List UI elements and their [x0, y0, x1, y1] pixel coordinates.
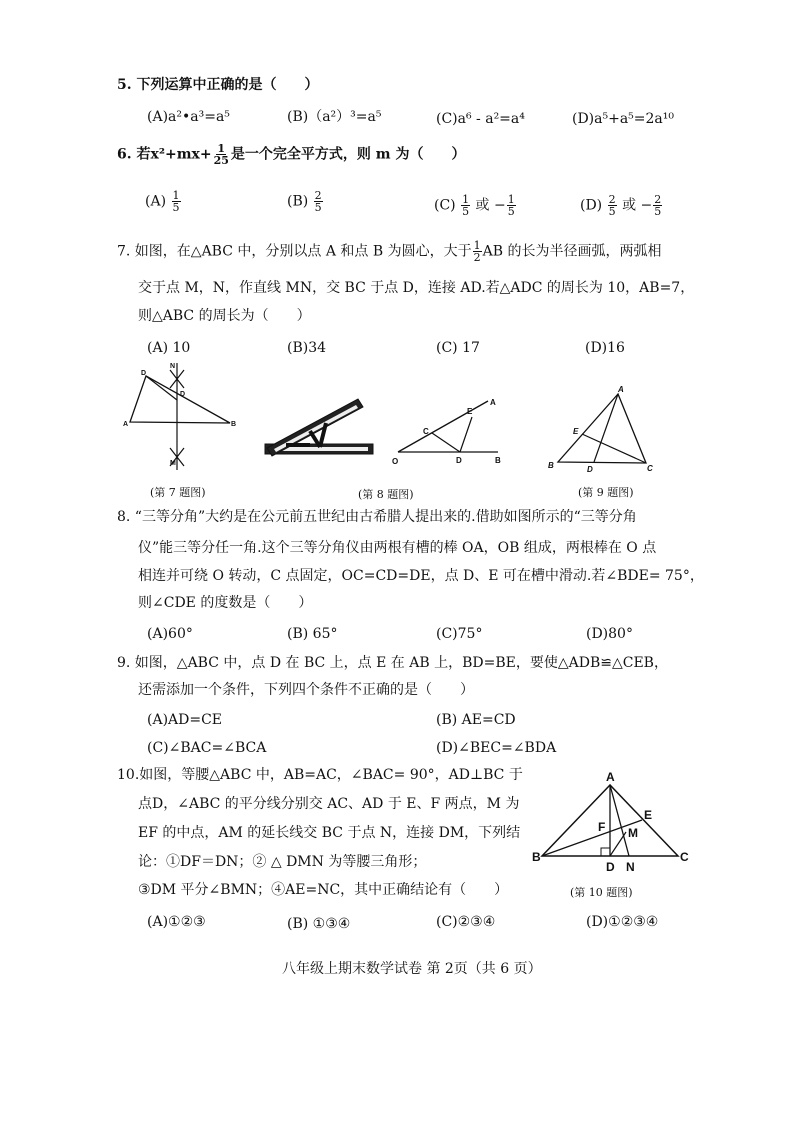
- fig9-label-b: B: [548, 461, 554, 470]
- q5-option-c: (C)a⁶ - a²=a⁴: [436, 111, 525, 127]
- figure-9: [542, 382, 662, 474]
- fig8-label-a: A: [490, 398, 496, 407]
- q8-option-d: (D)80°: [586, 626, 633, 642]
- fig9-label-a: A: [618, 385, 624, 394]
- q9-option-b: (B) AE=CD: [436, 712, 516, 728]
- q6-option-d: (D) $\frac{2}{5}$ 或 − $\frac{2}{5}$: [580, 193, 662, 218]
- q7-option-a: (A) 10: [147, 340, 191, 356]
- fig8-label-d: D: [456, 456, 462, 465]
- figure-10: [530, 770, 700, 878]
- q8-line-2: 仪”能三等分任一角.这个三等分角仪由两根有槽的棒 OA，OB 组成，两根棒在 O 点: [138, 540, 657, 556]
- q10-line-3: EF 的中点，AM 的延长线交 BC 于点 N，连接 DM，下列结: [138, 825, 521, 841]
- figure-7: [120, 358, 245, 473]
- q6-stem-post: 是一个完全平方式，则 m 为（ ）: [230, 146, 466, 163]
- fig10-label-m: M: [628, 826, 638, 840]
- q8-option-a: (A)60°: [147, 626, 193, 642]
- fig10-label-e: E: [644, 808, 653, 822]
- fig10-label-a: A: [606, 770, 615, 784]
- q8-option-c: (C)75°: [436, 626, 483, 642]
- q6-stem-fraction: $\frac{1}{25}$: [213, 142, 229, 167]
- q7-option-b: (B)34: [287, 340, 327, 356]
- q10-line-5: ③DM 平分∠BMN；④AE=NC，其中正确结论有（ ）: [138, 882, 509, 898]
- fig7-label-d-top: D: [141, 370, 147, 377]
- fig10-label-f: F: [598, 820, 606, 834]
- q9-line-1: 9. 如图，△ABC 中，点 D 在 BC 上，点 E 在 AB 上，BD=BE，要使△ADB≌△CEB，: [117, 655, 668, 671]
- q7-line-2: 交于点 M，N，作直线 MN，交 BC 于点 D，连接 AD.若△ADC 的周长为 10，AB=7，: [138, 280, 695, 296]
- q5-option-b: (B)（a²）³=a⁵: [287, 109, 382, 125]
- q6-option-b: (B) $\frac{2}{5}$: [287, 189, 322, 214]
- fig8-label-b: B: [495, 456, 501, 465]
- fig10-label-c: C: [680, 850, 689, 864]
- q10-line-4: 论：①DF＝DN；② △ DMN 为等腰三角形；: [138, 854, 427, 870]
- fig8-label-o: O: [392, 457, 399, 466]
- q10-option-d: (D)①②③④: [586, 914, 659, 930]
- q9-line-2: 还需添加一个条件，下列四个条件不正确的是（ ）: [138, 682, 474, 698]
- fig7-label-d: D: [180, 391, 186, 398]
- q9-option-a: (A)AD=CE: [147, 712, 223, 728]
- q5-option-a: (A)a²•a³=a⁵: [147, 109, 230, 125]
- q6-stem-pre: 6. 若x²+mx+: [117, 146, 212, 163]
- q8-option-b: (B) 65°: [287, 626, 338, 642]
- figure-8-diagram: [390, 394, 510, 466]
- fig8-label-e: E: [467, 407, 473, 416]
- fig9-caption: (第 9 题图): [578, 486, 634, 499]
- fig7-caption: (第 7 题图): [150, 486, 206, 499]
- q9-option-d: (D)∠BEC=∠BDA: [436, 740, 557, 756]
- fig7-label-a: A: [123, 421, 129, 428]
- fig8-label-c: C: [423, 427, 429, 436]
- q7-line-1: 7. 如图，在△ABC 中，分别以点 A 和点 B 为圆心，大于 $\frac{1}{2}$ AB 的长为半径画弧，两弧相: [117, 239, 662, 264]
- fig10-label-d: D: [606, 860, 615, 874]
- q5-stem: 5. 下列运算中正确的是（ ）: [117, 77, 319, 93]
- q8-line-3: 相连并可绕 O 转动，C 点固定，OC=CD=DE，点 D、E 可在槽中滑动.若∠BDE= 75°，: [138, 568, 704, 584]
- q10-option-a: (A)①②③: [147, 914, 206, 930]
- q9-option-c: (C)∠BAC=∠BCA: [147, 740, 267, 756]
- q6-option-c: (C) $\frac{1}{5}$ 或 − $\frac{1}{5}$: [434, 193, 515, 218]
- fig7-label-n: N: [170, 363, 176, 370]
- q10-line-2: 点D，∠ABC 的平分线分别交 AC、AD 于 E、F 两点，M 为: [138, 796, 520, 812]
- q10-line-1: 10.如图，等腰△ABC 中，AB=AC，∠BAC= 90°，AD⊥BC 于: [117, 767, 523, 783]
- fig10-caption: (第 10 题图): [570, 886, 633, 899]
- q8-line-1: 8. “三等分角”大约是在公元前五世纪由古希腊人提出来的.借助如图所示的“三等分角: [117, 509, 637, 525]
- q10-option-c: (C)②③④: [436, 914, 496, 930]
- q5-option-d: (D)a⁵+a⁵=2a¹⁰: [572, 111, 675, 127]
- fig10-label-b: B: [532, 850, 541, 864]
- q6-option-a: (A) $\frac{1}{5}$: [145, 189, 180, 214]
- fig9-label-e: E: [573, 427, 579, 436]
- fig9-label-d: D: [587, 465, 593, 474]
- q7-option-d: (D)16: [585, 340, 625, 356]
- page-footer: 八年级上期末数学试卷 第 2页（共 6 页）: [282, 961, 542, 977]
- q6-stem: [117, 143, 465, 166]
- figure-8: [262, 393, 378, 463]
- fig7-label-m: M: [170, 460, 176, 467]
- q7-line-3: 则△ABC 的周长为（ ）: [138, 308, 311, 324]
- fig9-label-c: C: [647, 464, 653, 473]
- fig8-caption: (第 8 题图): [358, 488, 414, 501]
- fig10-label-n: N: [626, 860, 635, 874]
- q7-option-c: (C) 17: [436, 340, 480, 356]
- q10-option-b: (B) ①③④: [287, 916, 351, 932]
- fig7-label-b: B: [231, 421, 237, 428]
- q8-line-4: 则∠CDE 的度数是（ ）: [138, 595, 313, 611]
